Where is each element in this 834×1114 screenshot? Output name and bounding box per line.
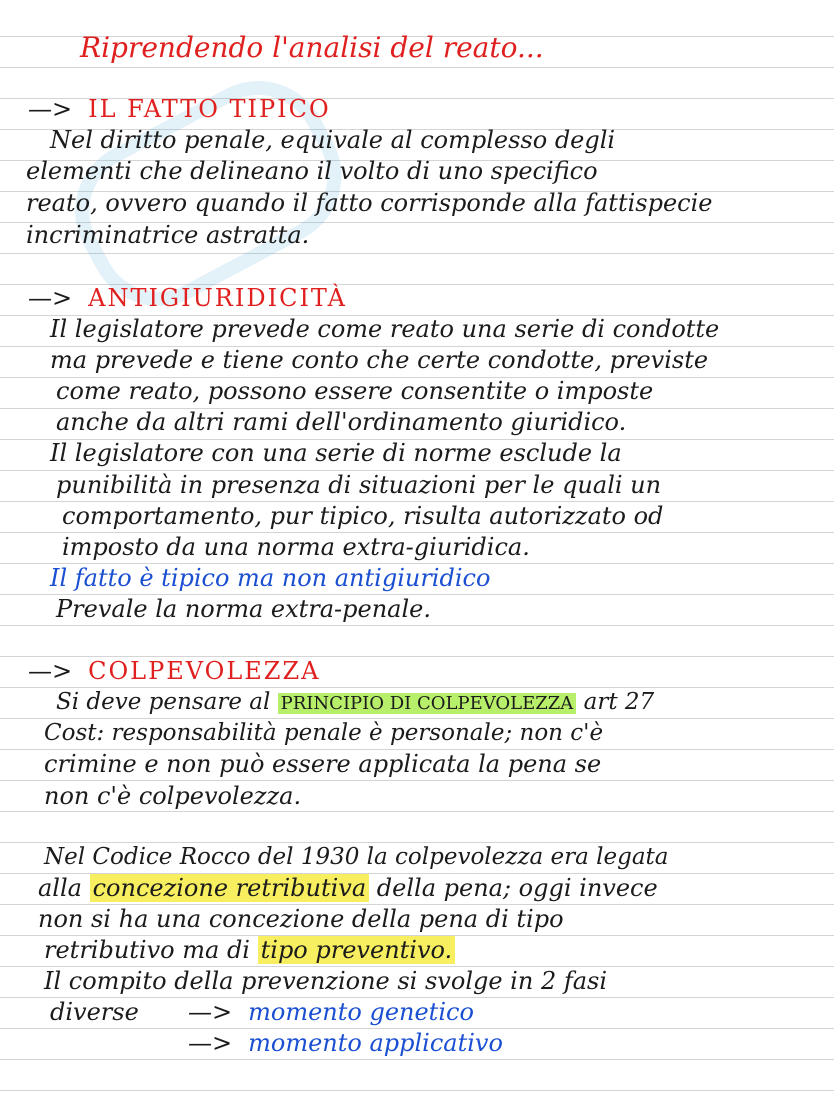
text-line: reato, ovvero quando il fatto corrisponde alla fattispecie <box>26 189 713 217</box>
text-segment: retributivo ma di <box>44 936 250 964</box>
text-line: punibilità in presenza di situazioni per le quali un <box>56 471 662 499</box>
sub-item-genetico <box>188 997 474 1027</box>
text-line <box>38 873 658 903</box>
section-heading-fatto-tipico <box>28 94 331 124</box>
page-title: Riprendendo l'analisi del reato... <box>80 31 544 64</box>
text-segment: alla <box>38 874 82 902</box>
text-line: ma prevede e tiene conto che certe condotte, previste <box>50 346 709 374</box>
sub-item-label: momento genetico <box>248 998 474 1026</box>
arrow-icon: —> <box>28 95 73 123</box>
text-segment: della pena; oggi invece <box>376 874 658 902</box>
text-line: imposto da una norma extra-giuridica. <box>62 533 530 561</box>
text-line: comportamento, pur tipico, risulta autorizzato od <box>62 502 664 530</box>
text-line: non c'è colpevolezza. <box>44 782 302 810</box>
sub-item-label: momento applicativo <box>248 1029 503 1057</box>
text-line: non si ha una concezione della pena di tipo <box>38 905 564 933</box>
text-segment: Si deve pensare al <box>56 689 271 715</box>
sub-item-applicativo <box>188 1028 503 1058</box>
text-line: incriminatrice astratta. <box>26 221 310 249</box>
text-line: Il legislatore prevede come reato una serie di condotte <box>50 315 720 343</box>
arrow-icon: —> <box>28 657 73 685</box>
text-line: Il legislatore con una serie di norme esclude la <box>50 439 622 467</box>
section-heading-colpevolezza <box>28 656 320 686</box>
text-line: Il compito della prevenzione si svolge in 2 fasi <box>44 967 608 995</box>
text-line: come reato, possono essere consentite o imposte <box>56 377 654 405</box>
text-segment: art 27 <box>583 689 655 715</box>
green-highlight: PRINCIPIO DI COLPEVOLEZZA <box>278 693 577 714</box>
heading-text: ANTIGIURIDICITÀ <box>88 284 347 312</box>
arrow-icon: —> <box>188 998 233 1026</box>
arrow-icon: —> <box>28 284 73 312</box>
text-line: diverse <box>50 998 139 1026</box>
yellow-highlight: concezione retributiva <box>90 874 370 902</box>
section-heading-antigiuridicita <box>28 283 347 313</box>
text-line: anche da altri rami dell'ordinamento giuridico. <box>56 408 627 436</box>
text-line <box>56 687 654 717</box>
arrow-icon: —> <box>188 1029 233 1057</box>
heading-text: IL FATTO TIPICO <box>88 95 331 123</box>
heading-text: COLPEVOLEZZA <box>88 657 321 685</box>
text-line: elementi che delineano il volto di uno specifico <box>26 157 598 185</box>
text-line: Nel Codice Rocco del 1930 la colpevolezza era legata <box>44 844 669 870</box>
text-line: Nel diritto penale, equivale al complesso degli <box>50 126 616 154</box>
blue-note-line: Il fatto è tipico ma non antigiuridico <box>50 564 491 592</box>
text-line: Cost: responsabilità penale è personale; non c'è <box>44 720 604 746</box>
yellow-highlight: tipo preventivo. <box>258 936 456 964</box>
text-line: crimine e non può essere applicata la pena se <box>44 750 602 778</box>
text-line <box>44 935 455 965</box>
text-line: Prevale la norma extra-penale. <box>56 595 431 623</box>
